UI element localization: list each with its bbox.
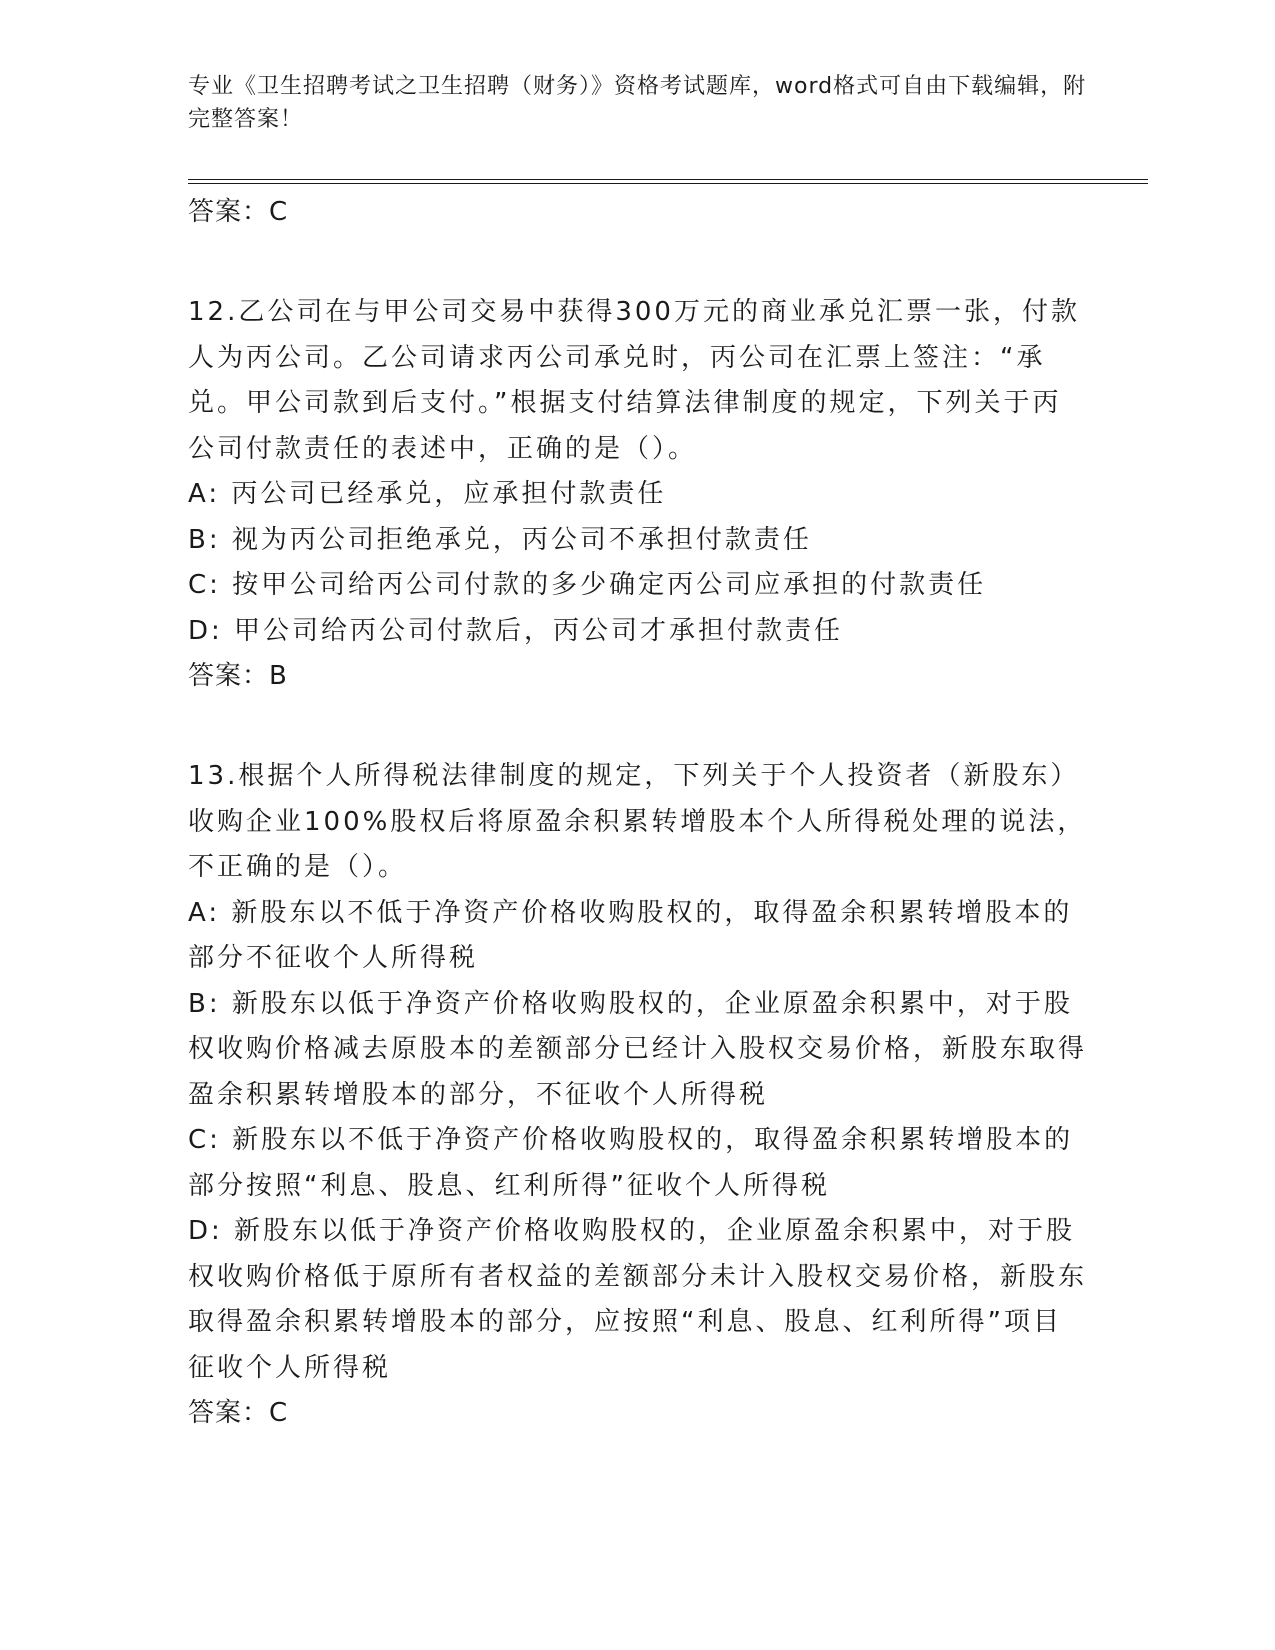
question-stem: 13.根据个人所得税法律制度的规定，下列关于个人投资者（新股东）收购企业100%股权后将原盈余积累转增股本个人所得税处理的说法，不正确的是（）。 <box>188 761 1087 882</box>
option-d: D: 甲公司给丙公司付款后，丙公司才承担付款责任 <box>188 615 844 646</box>
question-answer: 答案：B <box>188 661 288 691</box>
previous-answer: 答案：C <box>188 197 289 227</box>
question-stem: 12.乙公司在与甲公司交易中获得300万元的商业承兑汇票一张，付款人为丙公司。乙公司请求丙公司承兑时，丙公司在汇票上签注：“承兑。甲公司款到后支付。”根据支付结算法律制度的规定，下列关于丙公司付款责任的表述中，正确的是（）。 <box>188 297 1080 464</box>
option-b: B: 视为丙公司拒绝承兑，丙公司不承担付款责任 <box>188 524 812 555</box>
page-header: 专业《卫生招聘考试之卫生招聘（财务）》资格考试题库，word格式可自由下载编辑，附完整答案！ <box>188 74 1087 132</box>
question-content <box>188 188 1088 1435</box>
question-answer: 答案：C <box>188 1398 289 1428</box>
option-a: A: 丙公司已经承兑，应承担付款责任 <box>188 479 667 509</box>
question-12 <box>188 290 1088 698</box>
option-c: C: 新股东以不低于净资产价格收购股权的，取得盈余积累转增股本的部分按照“利息、股息、红利所得”征收个人所得税 <box>188 1125 1074 1201</box>
option-c: C: 按甲公司给丙公司付款的多少确定丙公司应承担的付款责任 <box>188 570 987 600</box>
header-rule-top <box>188 179 1148 180</box>
option-a: A: 新股东以不低于净资产价格收购股权的，取得盈余积累转增股本的部分不征收个人所得税 <box>188 897 1073 973</box>
question-13 <box>188 754 1088 1435</box>
option-d: D: 新股东以低于净资产价格收购股权的，企业原盈余积累中，对于股权收购价格低于原所有者权益的差额部分未计入股权交易价格，新股东取得盈余积累转增股本的部分，应按照“利息、股息、红利所得”项目征收个人所得税 <box>188 1216 1088 1383</box>
option-b: B: 新股东以低于净资产价格收购股权的，企业原盈余积累中，对于股权收购价格减去原股本的差额部分已经计入股权交易价格，新股东取得盈余积累转增股本的部分，不征收个人所得税 <box>188 988 1088 1110</box>
header-rule-bottom <box>188 183 1148 184</box>
